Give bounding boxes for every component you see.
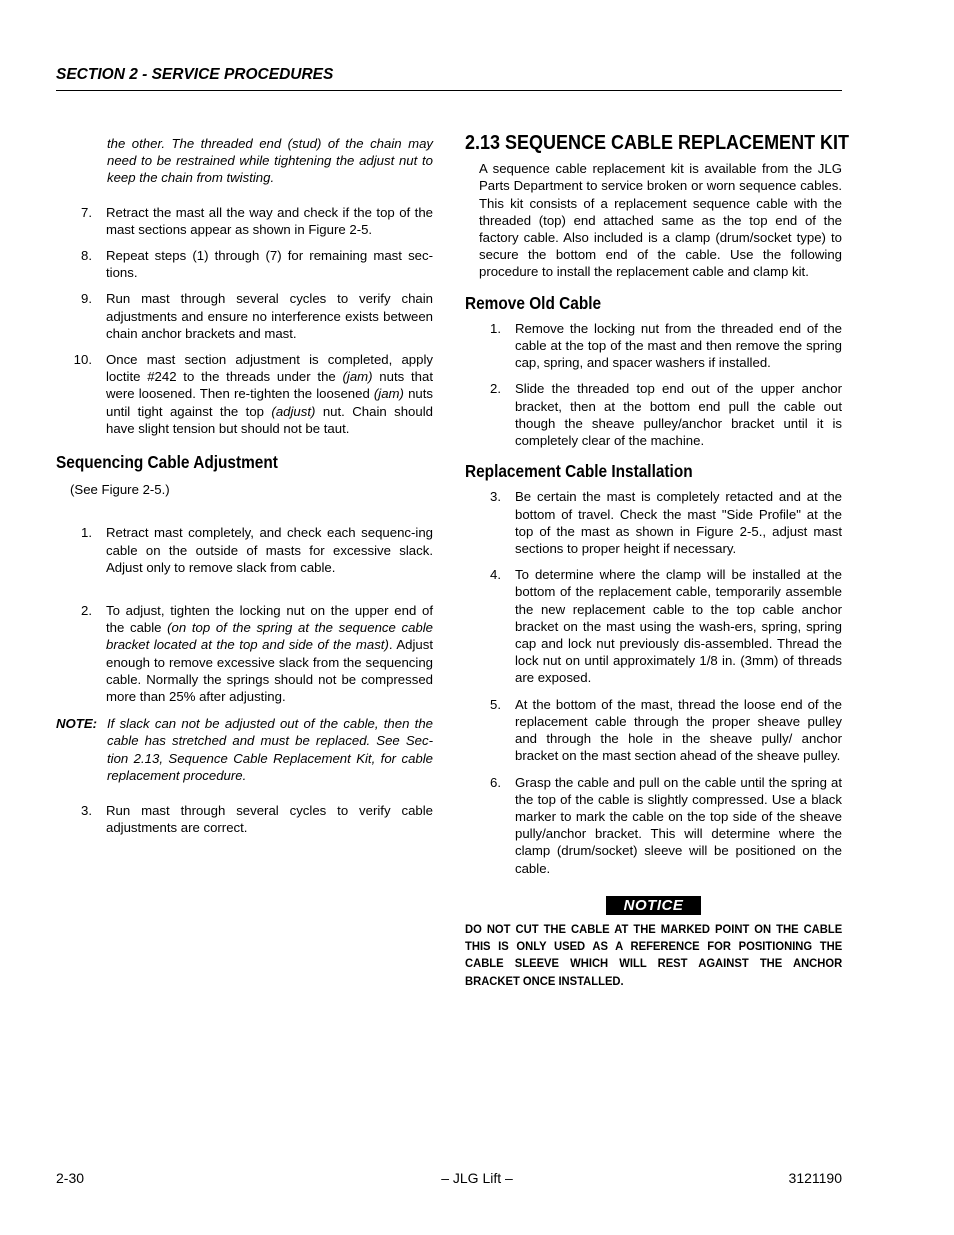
heading-replacement-kit: 2.13 SEQUENCE CABLE REPLACEMENT KIT <box>465 132 850 154</box>
step-number: 3. <box>490 489 501 505</box>
heading-replacement-cable-installation: Replacement Cable Installation <box>465 461 693 482</box>
notice-text: DO NOT CUT THE CABLE AT THE MARKED POINT ON THE CABLE THIS IS ONLY USED AS A REFERENCE FOR POSITIONING THE CABLE SLEEVE WHICH WILL REST AGAINST THE ANCHOR BRACKET ONCE INSTALLED. <box>465 921 843 988</box>
step-text: Remove the locking nut from the threaded end of the cable at the top of the mast and then remove the spring cap, spring, and spacer washers if installed. <box>515 320 842 371</box>
left-column <box>56 135 433 837</box>
note-label: NOTE: <box>56 716 98 732</box>
step-number: 6. <box>490 774 501 790</box>
notice-label: NOTICE <box>606 896 702 915</box>
heading-remove-old-cable: Remove Old Cable <box>465 292 602 313</box>
step-number: 5. <box>490 696 501 712</box>
step-text-part: nuts until tight against the top <box>106 386 434 419</box>
step-number: 1. <box>490 320 501 336</box>
step-number: 3. <box>81 803 92 819</box>
step-text: Retract the mast all the way and check if the top of the mast sections appear as shown in Figure 2-5. <box>106 204 433 237</box>
install-step-5 <box>465 696 842 765</box>
step-text: Be certain the mast is completely retacted and at the bottom of travel. Check the mast "Side Profile" at the top of the mast as shown in Figure 2-5., adjust mast sections to proper height if necessary. <box>515 489 842 557</box>
step-text-part: nut. Chain should have slight tension but should not be taut. <box>106 403 433 436</box>
step-text: Run mast through several cycles to verify cable adjustments are correct. <box>106 803 433 836</box>
step-number: 2. <box>490 381 501 397</box>
step-text-italic: (jam) <box>342 369 373 385</box>
step-text: Repeat steps (1) through (7) for remaining mast sec-tions. <box>106 248 433 281</box>
remove-step-1 <box>465 320 842 372</box>
intro-paragraph: A sequence cable replacement kit is available from the JLG Parts Department to service broken or worn sequence cables. This kit consists of a replacement sequence cable with the threaded (top) end attached same as the top end of the factory cable. Also included is a clamp (drum/socket type) to secure the bottom end of the cable. Use the following procedure to install the replacement cable and clamp kit. <box>479 161 842 280</box>
step-number: 8. <box>81 248 92 264</box>
step-text-part: nuts that were loosened. Then re-tighten the loosened <box>106 369 433 402</box>
step-text: To determine where the clamp will be installed at the bottom of the replacement cable, temporarily assemble the new replacement cable to the top cable anchor bracket on the mast using the wash-ers, spring, spring cap and lock nut previously dis-assembled. Thread the lock nut on until approximately 1/8 in. (3mm) of threads are exposed. <box>515 567 842 686</box>
step-text-italic: (on top of the spring at the sequence cable bracket located at the top and side of the mast) <box>106 620 433 653</box>
step-text: At the bottom of the mast, thread the loose end of the replacement cable through the proper sheave pulley and through the hole in the sheave pully/ anchor bracket on the mast section ahead of the sheave pulley. <box>515 696 842 764</box>
step-text-part: Once mast section adjustment is completed, apply loctite #242 to the threads under the <box>106 352 433 385</box>
step-number: 1. <box>81 525 92 541</box>
remove-step-2 <box>465 380 842 449</box>
install-step-3 <box>465 488 842 557</box>
notice-banner <box>465 896 842 915</box>
section-header: SECTION 2 - SERVICE PROCEDURES <box>56 66 334 83</box>
step-7 <box>56 204 433 238</box>
footer-brand: – JLG Lift – <box>441 1170 513 1186</box>
step-text: Grasp the cable and pull on the cable until the spring at the top of the cable is slightly compressed. Use a black marker to mark the cable on the top side of the sheave pully/anchor bracket. This will determine where the clamp (drum/socket) sleeve will be positioned on the cable. <box>515 774 842 876</box>
header-rule <box>56 90 842 91</box>
install-step-6 <box>465 774 842 877</box>
step-text-italic: (jam) <box>373 386 404 402</box>
step-9 <box>56 290 433 342</box>
step-text: Slide the threaded top end out of the upper anchor bracket, then at the bottom end pull the cable out though the sheave pulley/anchor bracket until it is completely clear of the machine. <box>515 381 842 449</box>
continued-text: the other. The threaded end (stud) of the chain may need to be restrained while tightening the adjust nut to keep the chain from twisting. <box>107 136 433 186</box>
note-block <box>56 715 433 784</box>
step-number: 4. <box>490 567 501 583</box>
step-number: 9. <box>81 291 92 307</box>
adjust-step-2 <box>56 602 433 705</box>
right-column <box>465 132 850 990</box>
step-text: Retract mast completely, and check each sequenc-ing cable on the outside of masts for excessive slack. Adjust only to remove slack from cable. <box>106 525 433 575</box>
install-step-4 <box>465 566 842 686</box>
step-text: Run mast through several cycles to verify chain adjustments and ensure no interference exists between chain anchor brackets and mast. <box>106 291 433 341</box>
step-10 <box>56 351 433 437</box>
see-figure-ref: (See Figure 2-5.) <box>70 482 170 498</box>
step-number: 7. <box>81 204 92 220</box>
document-number: 3121190 <box>788 1170 842 1186</box>
page-number: 2-30 <box>56 1170 85 1186</box>
step-text-italic: (adjust) <box>271 403 316 419</box>
step-number: 10. <box>73 352 92 368</box>
step-text-part: To adjust, tighten the locking nut on the upper end of the cable <box>106 603 433 636</box>
step-text-part: . Adjust enough to remove excessive slack from the sequencing cable. Normally the springs should not be compressed more than 25% after adjusting. <box>106 637 433 705</box>
note-text: If slack can not be adjusted out of the cable, then the cable has stretched and must be replaced. See Sec-tion 2.13, Sequence Cable Replacement Kit, for cable replacement procedure. <box>107 716 433 783</box>
adjust-step-3 <box>56 802 433 836</box>
step-8 <box>56 247 433 281</box>
step-number: 2. <box>81 603 92 619</box>
adjust-step-1 <box>56 524 433 576</box>
heading-sequencing-cable-adjustment: Sequencing Cable Adjustment <box>56 452 278 473</box>
